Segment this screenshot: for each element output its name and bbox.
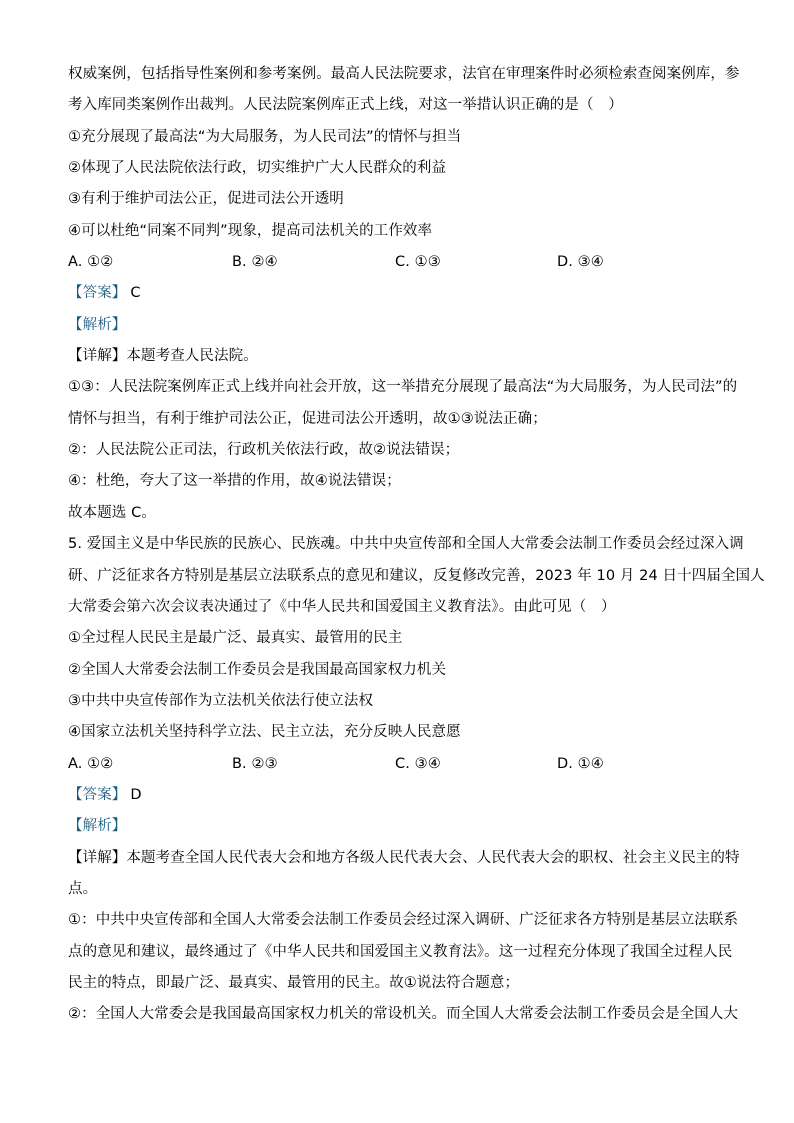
- q4-option-c: C. ①③: [395, 254, 441, 271]
- q5-detail-line-1: [68, 843, 740, 874]
- q4-analysis-line-2: 情怀与担当，有利于维护司法公正，促进司法公开透明，故①③说法正确；: [68, 410, 547, 427]
- q5-statement-2: ②全国人大常委会法制工作委员会是我国最高国家权力机关: [68, 661, 447, 678]
- q4-analysis-label-line: [68, 310, 728, 341]
- q5-statement-1: ①全过程人民民主是最广泛、最真实、最管用的民主: [68, 630, 403, 647]
- q5-analysis-line-3: 民主的特点，即最广泛、最真实、最管用的民主。故①说法符合题意；: [68, 974, 520, 991]
- q4-answer-value: C: [130, 285, 141, 302]
- q5-analysis-line-4: ②：全国人大常委会是我国最高国家权力机关的常设机关。而全国人大常委会法制工作委员会是全国人大: [68, 1006, 739, 1023]
- q4-statement-1: ①充分展现了最高法“为大局服务，为人民司法”的情怀与担当: [68, 128, 462, 145]
- q5-option-a: A. ①②: [68, 755, 114, 772]
- q4-conclusion-line: 故本题选 C。: [68, 504, 156, 521]
- document-page: [68, 59, 765, 1031]
- answer-label: 【答案】: [68, 786, 127, 803]
- q4-analysis-line-1: ①③：人民法院案例库正式上线并向社会开放，这一举措充分展现了最高法“为大局服务，为人民司法”的: [68, 379, 738, 396]
- q5-statement-3: ③中共中央宣传部作为立法机关依法行使立法权: [68, 692, 374, 709]
- q5-detail-line-2: 点。: [68, 880, 98, 897]
- detail-label: 【详解】: [68, 348, 127, 365]
- q5-option-d: D. ①④: [557, 755, 604, 772]
- answer-label: 【答案】: [68, 285, 127, 302]
- q4-statement-2: ②体现了人民法院依法行政，切实维护广大人民群众的利益: [68, 160, 447, 177]
- q4-statement-4: ④可以杜绝“同案不同判”现象，提高司法机关的工作效率: [68, 222, 433, 239]
- q5-options-row: [68, 749, 728, 780]
- q5-answer-line: [68, 780, 728, 811]
- q4-stem-line-2: 考入库同类案例作出裁判。人民法院案例库正式上线，对这一举措认识正确的是（ ）: [68, 97, 623, 114]
- q4-analysis-line-4: ④：杜绝，夸大了这一举措的作用，故④说法错误；: [68, 473, 401, 490]
- q5-statement-4: ④国家立法机关坚持科学立法、民主立法，充分反映人民意愿: [68, 724, 461, 741]
- q4-analysis-line-3: ②：人民法院公正司法，行政机关依法行政，故②说法错误；: [68, 442, 460, 459]
- detail-label: 【详解】: [68, 849, 127, 866]
- q4-detail-line: [68, 341, 728, 372]
- q5-answer-value: D: [130, 786, 142, 803]
- q4-options-row: [68, 247, 728, 278]
- q5-analysis-label-line: [68, 811, 728, 842]
- q5-option-b: B. ②③: [232, 755, 278, 772]
- q4-option-b: B. ②④: [232, 254, 278, 271]
- analysis-label: 【解析】: [68, 818, 127, 835]
- analysis-label: 【解析】: [68, 316, 127, 333]
- q5-stem-line-2: 研、广泛征求各方特别是基层立法联系点的意见和建议，反复修改完善，2023 年 10 月 24 日十四届全国人: [68, 567, 765, 584]
- q5-stem-line-3: 大常委会第六次会议表决通过了《中华人民共和国爱国主义教育法》。由此可见（ ）: [68, 598, 616, 615]
- q4-option-d: D. ③④: [557, 254, 604, 271]
- q4-statement-3: ③有利于维护司法公正，促进司法公开透明: [68, 191, 344, 208]
- q4-answer-line: [68, 278, 728, 309]
- q4-stem-line-1: 权威案例，包括指导性案例和参考案例。最高人民法院要求，法官在审理案件时必须检索查阅案例库，参: [68, 66, 740, 82]
- q5-analysis-line-1: ①：中共中央宣传部和全国人大常委会法制工作委员会经过深入调研、广泛征求各方特别是基层立法联系: [68, 912, 739, 929]
- q4-option-a: A. ①②: [68, 254, 114, 271]
- q5-analysis-line-2: 点的意见和建议，最终通过了《中华人民共和国爱国主义教育法》。这一过程充分体现了我国全过程人民: [68, 943, 733, 960]
- q4-detail-intro: 本题考查人民法院。: [126, 348, 258, 365]
- q5-option-c: C. ③④: [395, 755, 441, 772]
- q5-detail-text: 本题考查全国人民代表大会和地方各级人民代表大会、人民代表大会的职权、社会主义民主的特: [126, 849, 740, 866]
- q5-stem-line-1: 5. 爱国主义是中华民族的民族心、民族魂。中共中央宣传部和全国人大常委会法制工作委员会经过深入调: [68, 536, 744, 553]
